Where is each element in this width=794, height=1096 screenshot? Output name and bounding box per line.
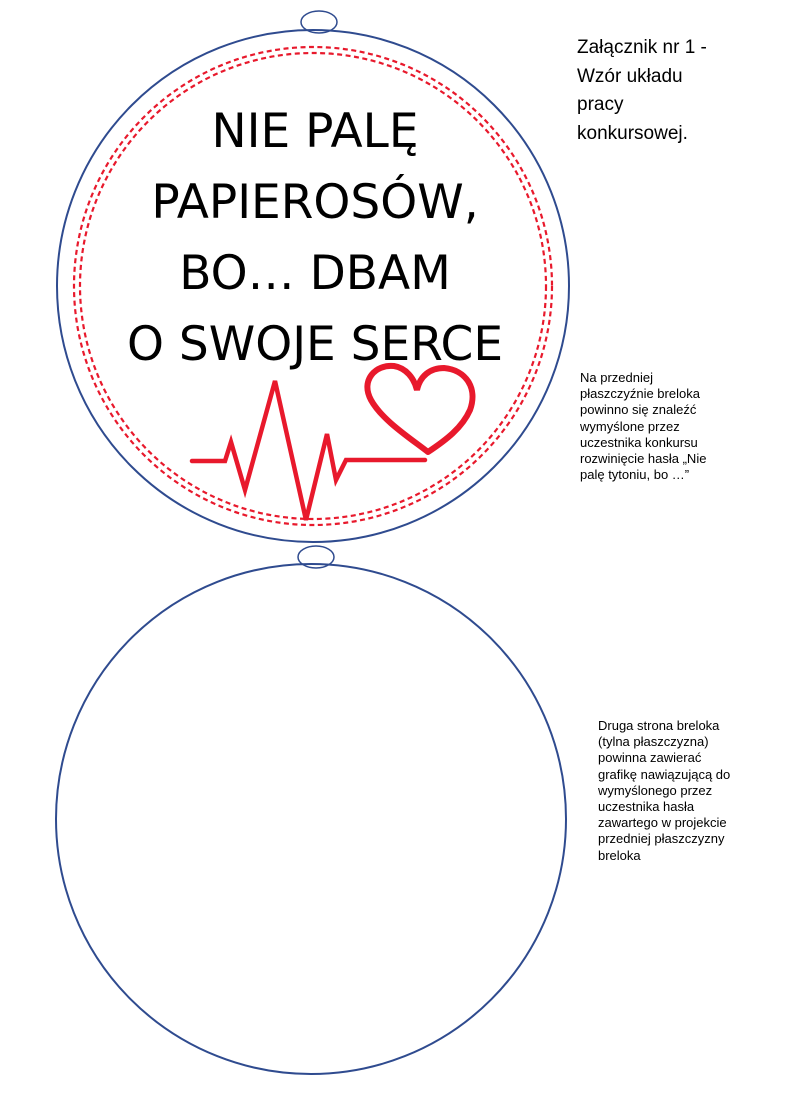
back-disc-outline	[56, 564, 566, 1074]
back-side-note	[598, 718, 730, 864]
front-side-note	[580, 370, 706, 483]
attachment-note-line: Wzór układu	[577, 65, 683, 87]
back-note-line: (tylna płaszczyzna)	[598, 734, 709, 750]
front-note-line: powinno się znaleźć	[580, 402, 697, 418]
back-note-line: grafikę nawiązującą do	[598, 766, 731, 782]
back-note-line: uczestnika hasła	[598, 799, 695, 815]
attachment-note	[577, 34, 777, 148]
slogan-line: BO… DBAM	[179, 246, 451, 301]
front-slogan	[60, 96, 570, 380]
front-note-line: Na przedniej	[580, 370, 653, 385]
back-note-line: powinna zawierać	[598, 750, 702, 766]
front-note-line: palę tytoniu, bo …”	[580, 467, 690, 483]
back-note-line: Druga strona breloka	[598, 718, 720, 733]
attachment-note-line: konkursowej.	[577, 122, 688, 144]
front-note-line: rozwinięcie hasła „Nie	[580, 451, 707, 467]
slogan-line: NIE PALĘ	[211, 104, 419, 159]
heartbeat-line	[192, 381, 425, 520]
back-note-line: przedniej płaszczyzny	[598, 831, 725, 847]
attachment-note-line: pracy	[577, 94, 624, 115]
slogan-line: PAPIEROSÓW,	[151, 175, 479, 230]
front-note-line: płaszczyźnie breloka	[580, 386, 700, 402]
back-note-line: zawartego w projekcie	[598, 815, 727, 831]
front-note-line: uczestnika konkursu	[580, 434, 698, 450]
front-note-line: wymyślone przez	[580, 418, 680, 434]
back-note-line: wymyślonego przez	[598, 782, 713, 798]
attachment-note-line: Załącznik nr 1 -	[577, 37, 707, 58]
heartbeat-heart-icon	[192, 366, 472, 520]
back-note-line: breloka	[598, 847, 641, 863]
slogan-line: O SWOJE SERCE	[126, 317, 504, 372]
